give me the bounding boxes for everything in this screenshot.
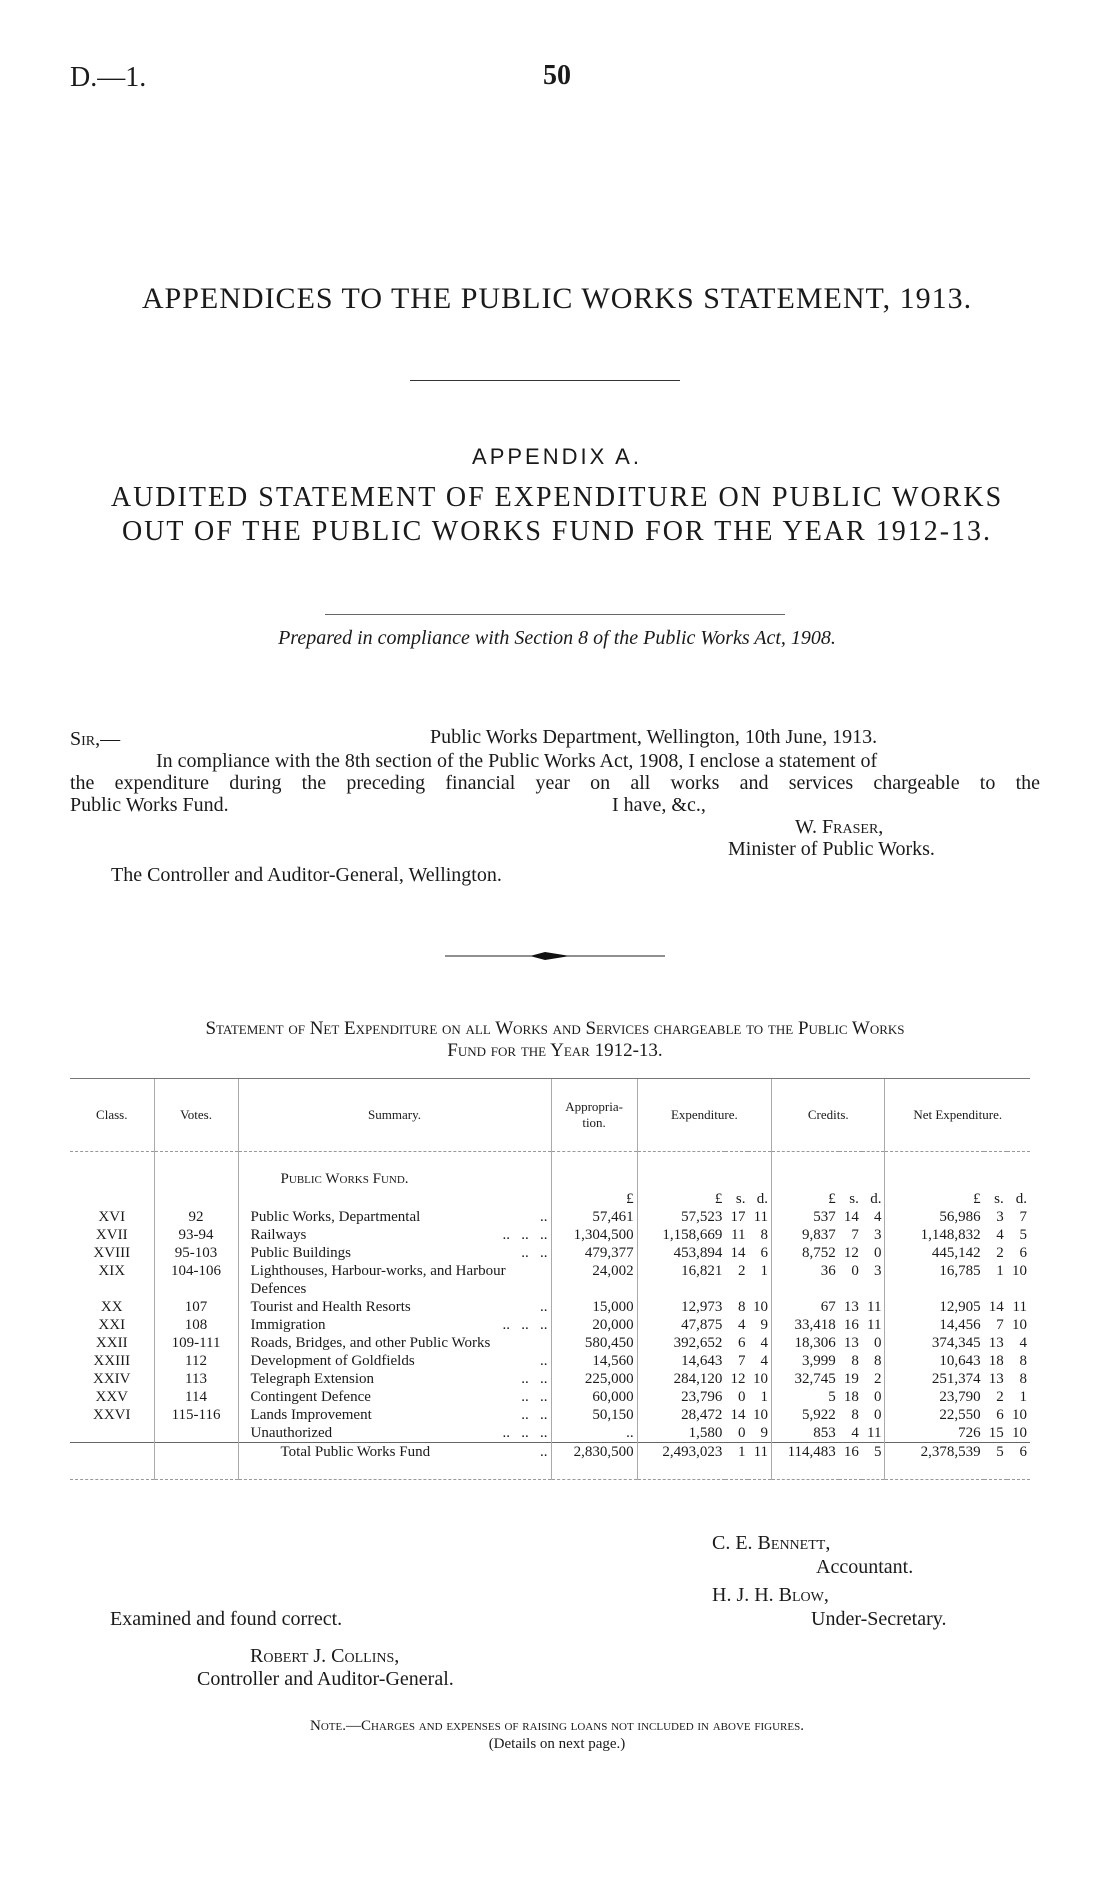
prepared-note: Prepared in compliance with Section 8 of the Public Works Act, 1908. xyxy=(278,627,836,649)
votes-cell: 114 xyxy=(154,1388,238,1406)
leader-dots: .. .. .. xyxy=(502,1227,548,1243)
net-pounds: 16,785 xyxy=(885,1262,984,1298)
controller-name: Robert J. Collins, xyxy=(250,1645,400,1667)
summary-text: Lands Improvement xyxy=(250,1407,372,1423)
net-shillings: 13 xyxy=(988,1371,1004,1387)
table-end-row xyxy=(70,1461,1030,1480)
summary-cell xyxy=(238,1352,551,1370)
letter-body-line2: the expenditure during the preceding financial year on all works and services chargeable to the xyxy=(70,772,1040,794)
net-shillings: 6 xyxy=(996,1407,1004,1423)
credits-pence: 11 xyxy=(867,1299,882,1315)
net-pounds: 1,148,832 xyxy=(885,1226,984,1244)
expenditure-pence: 4 xyxy=(760,1335,769,1351)
total-exp-d: 11 xyxy=(748,1443,771,1462)
appropriation-cell: 14,560 xyxy=(551,1352,637,1370)
appropriation-cell: 580,450 xyxy=(551,1334,637,1352)
expenditure-pence: 6 xyxy=(760,1245,769,1261)
expenditure-shillings: 2 xyxy=(737,1263,746,1279)
credits-pence: 2 xyxy=(873,1371,882,1387)
expenditure-shillings: 11 xyxy=(731,1227,746,1243)
expenditure-pence: 10 xyxy=(753,1299,769,1315)
spacer-cell xyxy=(748,1461,771,1480)
unit-pence: d. xyxy=(1015,1191,1027,1207)
net-shillings: 2 xyxy=(996,1389,1004,1405)
leader-dots: .. .. xyxy=(521,1371,548,1387)
leader-dots: .. .. .. xyxy=(502,1425,548,1441)
header-credits: Credits. xyxy=(772,1079,885,1152)
leader-dots: .. xyxy=(540,1444,548,1460)
appropriation-cell: 50,150 xyxy=(551,1406,637,1424)
votes-cell: 93-94 xyxy=(154,1226,238,1244)
section-title-row xyxy=(70,1152,1030,1209)
summary-cell xyxy=(238,1208,551,1226)
appropriation-cell: 20,000 xyxy=(551,1316,637,1334)
class-cell: XXIV xyxy=(93,1371,131,1387)
credits-pounds: 9,837 xyxy=(772,1226,839,1244)
class-cell: XXI xyxy=(98,1317,126,1333)
appropriation-cell: .. xyxy=(551,1424,637,1443)
credits-pence: 0 xyxy=(873,1389,882,1405)
expenditure-shillings: 8 xyxy=(737,1299,746,1315)
credits-shillings: 13 xyxy=(843,1335,859,1351)
unit-pounds: £ xyxy=(637,1152,725,1209)
unit-shillings: s. xyxy=(735,1191,746,1207)
expenditure-shillings: 17 xyxy=(730,1209,746,1225)
net-pence: 10 xyxy=(1012,1425,1027,1441)
examined-text: Examined and found correct. xyxy=(110,1608,343,1630)
header-summary: Summary. xyxy=(238,1079,551,1152)
credits-pence: 3 xyxy=(873,1263,882,1279)
total-cr-s: 16 xyxy=(839,1443,862,1462)
total-net-l: 2,378,539 xyxy=(885,1443,984,1462)
summary-cell xyxy=(238,1388,551,1406)
expenditure-pounds: 47,875 xyxy=(637,1316,725,1334)
expenditure-pounds: 23,796 xyxy=(637,1388,725,1406)
net-pounds: 10,643 xyxy=(885,1352,984,1370)
net-pounds: 726 xyxy=(885,1424,984,1443)
unit-pounds: £ xyxy=(772,1152,839,1209)
votes-cell xyxy=(154,1424,238,1443)
net-shillings: 15 xyxy=(988,1425,1004,1441)
net-pounds: 22,550 xyxy=(885,1406,984,1424)
total-approp: 2,830,500 xyxy=(551,1443,637,1462)
expenditure-table xyxy=(70,1078,1030,1480)
header-net-expenditure: Net Expenditure. xyxy=(885,1079,1030,1152)
page-number: 50 xyxy=(543,60,571,91)
summary-cell xyxy=(238,1316,551,1334)
credits-pence: 4 xyxy=(873,1209,882,1225)
spacer-cell xyxy=(862,1461,885,1480)
credits-shillings: 8 xyxy=(851,1353,859,1369)
unit-pounds: £ xyxy=(551,1152,637,1209)
credits-pence: 0 xyxy=(873,1335,882,1351)
leader-dots: .. .. xyxy=(521,1245,548,1261)
summary-text: Railways xyxy=(250,1227,307,1243)
header-votes: Votes. xyxy=(154,1079,238,1152)
appropriation-cell: 15,000 xyxy=(551,1298,637,1316)
expenditure-pence: 9 xyxy=(760,1425,769,1441)
leader-dots: .. .. .. xyxy=(502,1317,548,1333)
appendix-heading-line1: AUDITED STATEMENT OF EXPENDITURE ON PUBLIC WORKS xyxy=(110,482,1004,513)
total-label-cell xyxy=(238,1443,551,1462)
expenditure-pence: 4 xyxy=(760,1353,769,1369)
expenditure-pounds: 284,120 xyxy=(637,1370,725,1388)
letter-signer: W. Fraser, xyxy=(795,816,884,838)
expenditure-pence: 8 xyxy=(760,1227,769,1243)
total-cr-l: 114,483 xyxy=(772,1443,839,1462)
summary-cell xyxy=(238,1406,551,1424)
footnote-line2: (Details on next page.) xyxy=(488,1736,626,1752)
spacer-cell xyxy=(885,1461,984,1480)
expenditure-pounds: 453,894 xyxy=(637,1244,725,1262)
total-label: Total Public Works Fund xyxy=(280,1444,431,1460)
undersecretary-name: H. J. H. Blow, xyxy=(712,1584,829,1606)
total-net-d: 6 xyxy=(1007,1443,1030,1462)
expenditure-pounds: 1,580 xyxy=(637,1424,725,1443)
credits-pounds: 36 xyxy=(772,1262,839,1298)
spacer-cell xyxy=(1007,1461,1030,1480)
summary-text: Roads, Bridges, and other Public Works xyxy=(250,1335,491,1351)
summary-cell xyxy=(238,1244,551,1262)
credits-shillings: 14 xyxy=(843,1209,859,1225)
expenditure-shillings: 6 xyxy=(737,1335,746,1351)
credits-shillings: 13 xyxy=(843,1299,859,1315)
votes-cell: 92 xyxy=(154,1208,238,1226)
unit-pounds: £ xyxy=(885,1152,984,1209)
expenditure-pence: 1 xyxy=(760,1263,769,1279)
total-cr-d: 5 xyxy=(862,1443,885,1462)
net-shillings: 7 xyxy=(996,1317,1004,1333)
table-row xyxy=(70,1334,1030,1352)
expenditure-shillings: 0 xyxy=(737,1425,746,1441)
votes-cell xyxy=(154,1443,238,1462)
credits-pounds: 32,745 xyxy=(772,1370,839,1388)
class-cell: XX xyxy=(100,1299,123,1315)
summary-text: Telegraph Extension xyxy=(250,1371,375,1387)
votes-cell: 107 xyxy=(154,1298,238,1316)
page-title: APPENDICES TO THE PUBLIC WORKS STATEMENT, 1913. xyxy=(141,282,973,315)
credits-shillings: 0 xyxy=(851,1263,859,1279)
net-pounds: 14,456 xyxy=(885,1316,984,1334)
net-pence: 1 xyxy=(1019,1389,1027,1405)
spacer-cell xyxy=(725,1461,748,1480)
table-row xyxy=(70,1244,1030,1262)
appropriation-cell: 60,000 xyxy=(551,1388,637,1406)
expenditure-shillings: 12 xyxy=(730,1371,746,1387)
credits-shillings: 12 xyxy=(843,1245,859,1261)
net-pence: 10 xyxy=(1012,1407,1027,1423)
letter-body-line1: In compliance with the 8th section of the Public Works Act, 1908, I enclose a statement of xyxy=(156,750,878,772)
votes-cell: 108 xyxy=(154,1316,238,1334)
net-shillings: 14 xyxy=(988,1299,1004,1315)
statement-heading-line2: Fund for the Year 1912-13. xyxy=(447,1040,663,1061)
credits-pounds: 33,418 xyxy=(772,1316,839,1334)
net-shillings: 18 xyxy=(988,1353,1004,1369)
credits-pounds: 5,922 xyxy=(772,1406,839,1424)
class-cell: XXIII xyxy=(93,1353,131,1369)
letter-place-date: Public Works Department, Wellington, 10th June, 1913. xyxy=(430,726,878,748)
net-pence: 8 xyxy=(1019,1371,1027,1387)
class-cell: XVIII xyxy=(93,1245,131,1261)
expenditure-pence: 1 xyxy=(760,1389,769,1405)
net-pence: 11 xyxy=(1012,1299,1027,1315)
header-appropriation: Appropria-tion. xyxy=(551,1079,637,1152)
expenditure-shillings: 4 xyxy=(737,1317,746,1333)
class-cell: XXV xyxy=(95,1389,128,1405)
net-pence: 4 xyxy=(1019,1335,1027,1351)
expenditure-shillings: 0 xyxy=(737,1389,746,1405)
votes-cell: 113 xyxy=(154,1370,238,1388)
summary-cell xyxy=(238,1226,551,1244)
credits-pence: 8 xyxy=(873,1353,882,1369)
class-cell: XXVI xyxy=(93,1407,131,1423)
document-reference: D.—1. xyxy=(70,62,147,93)
credits-shillings: 18 xyxy=(843,1389,859,1405)
expenditure-shillings: 14 xyxy=(730,1245,746,1261)
spacer-cell xyxy=(154,1461,238,1480)
summary-cell xyxy=(238,1424,551,1443)
spacer-cell xyxy=(984,1461,1007,1480)
summary-text: Lighthouses, Harbour-works, and Harbour Defences xyxy=(250,1263,506,1297)
summary-cell xyxy=(238,1298,551,1316)
table-row xyxy=(70,1370,1030,1388)
controller-title: Controller and Auditor-General. xyxy=(197,1668,454,1690)
credits-pounds: 67 xyxy=(772,1298,839,1316)
net-pence: 8 xyxy=(1019,1353,1027,1369)
spacer-cell xyxy=(839,1461,862,1480)
credits-shillings: 19 xyxy=(843,1371,859,1387)
net-pounds: 251,374 xyxy=(885,1370,984,1388)
accountant-name: C. E. Bennett, xyxy=(712,1532,831,1554)
footnote-line1: Note.—Charges and expenses of raising loans not included in above figures. xyxy=(310,1718,804,1734)
credits-shillings: 8 xyxy=(851,1407,859,1423)
leader-dots: .. xyxy=(540,1353,548,1369)
votes-cell: 115-116 xyxy=(154,1406,238,1424)
appropriation-cell: 225,000 xyxy=(551,1370,637,1388)
header-expenditure: Expenditure. xyxy=(637,1079,771,1152)
table-row xyxy=(70,1316,1030,1334)
net-shillings: 3 xyxy=(996,1209,1004,1225)
class-cell: XVII xyxy=(95,1227,128,1243)
net-pounds: 12,905 xyxy=(885,1298,984,1316)
credits-pounds: 3,999 xyxy=(772,1352,839,1370)
leader-dots: .. .. xyxy=(521,1407,548,1423)
letter-closing: I have, &c., xyxy=(612,794,706,816)
leader-dots: .. .. xyxy=(521,1389,548,1405)
spacer-cell xyxy=(238,1461,551,1480)
summary-text: Public Buildings xyxy=(250,1245,351,1261)
table-row xyxy=(70,1262,1030,1298)
expenditure-pence: 10 xyxy=(753,1407,769,1423)
table-header-row xyxy=(70,1079,1030,1152)
table-row xyxy=(70,1406,1030,1424)
leader-dots: .. xyxy=(540,1209,548,1225)
expenditure-pence: 10 xyxy=(753,1371,769,1387)
divider xyxy=(410,380,680,381)
statement-heading-line1: Statement of Net Expenditure on all Works and Services chargeable to the Public Works xyxy=(205,1018,905,1039)
net-shillings: 4 xyxy=(996,1227,1004,1243)
credits-pence: 11 xyxy=(867,1317,882,1333)
summary-cell xyxy=(238,1262,551,1298)
summary-text: Contingent Defence xyxy=(250,1389,371,1405)
table-row xyxy=(70,1352,1030,1370)
net-pence: 10 xyxy=(1012,1263,1027,1279)
net-pence: 6 xyxy=(1019,1245,1027,1261)
unit-pence: d. xyxy=(756,1191,769,1207)
ornament-divider xyxy=(445,950,665,962)
table-row xyxy=(70,1388,1030,1406)
credits-shillings: 7 xyxy=(851,1227,859,1243)
expenditure-pounds: 28,472 xyxy=(637,1406,725,1424)
votes-cell: 95-103 xyxy=(154,1244,238,1262)
net-pounds: 374,345 xyxy=(885,1334,984,1352)
spacer-cell xyxy=(637,1461,725,1480)
expenditure-pounds: 16,821 xyxy=(637,1262,725,1298)
unit-shillings: s. xyxy=(849,1191,859,1207)
net-pence: 5 xyxy=(1019,1227,1027,1243)
appropriation-cell: 1,304,500 xyxy=(551,1226,637,1244)
credits-pence: 0 xyxy=(873,1407,882,1423)
expenditure-pounds: 12,973 xyxy=(637,1298,725,1316)
total-exp-l: 2,493,023 xyxy=(637,1443,725,1462)
letter-salutation: Sir,— xyxy=(70,728,121,750)
credits-pence: 0 xyxy=(873,1245,882,1261)
credits-pounds: 537 xyxy=(772,1208,839,1226)
spacer-cell xyxy=(551,1461,637,1480)
net-shillings: 1 xyxy=(996,1263,1004,1279)
expenditure-pounds: 1,158,669 xyxy=(637,1226,725,1244)
credits-pence: 3 xyxy=(873,1227,882,1243)
net-pence: 7 xyxy=(1019,1209,1027,1225)
letter-signer-title: Minister of Public Works. xyxy=(728,838,935,860)
class-cell xyxy=(70,1443,154,1462)
header-class: Class. xyxy=(70,1079,154,1152)
expenditure-shillings: 14 xyxy=(730,1407,746,1423)
expenditure-shillings: 7 xyxy=(737,1353,746,1369)
appropriation-cell: 24,002 xyxy=(551,1262,637,1298)
class-cell xyxy=(70,1424,154,1443)
appendix-label: APPENDIX A. xyxy=(472,444,642,469)
summary-text: Tourist and Health Resorts xyxy=(250,1299,411,1315)
credits-shillings: 16 xyxy=(843,1317,859,1333)
net-shillings: 13 xyxy=(988,1335,1004,1351)
expenditure-pence: 9 xyxy=(760,1317,769,1333)
class-cell: XIX xyxy=(98,1263,126,1279)
appropriation-cell: 479,377 xyxy=(551,1244,637,1262)
summary-text: Unauthorized xyxy=(250,1425,333,1441)
total-row xyxy=(70,1443,1030,1462)
appendix-heading-line2: OUT OF THE PUBLIC WORKS FUND FOR THE YEAR 1912-13. xyxy=(121,516,993,547)
net-pounds: 23,790 xyxy=(885,1388,984,1406)
unit-pence: d. xyxy=(870,1191,882,1207)
summary-text: Development of Goldfields xyxy=(250,1353,415,1369)
table-row xyxy=(70,1208,1030,1226)
letter-addressee: The Controller and Auditor-General, Wellington. xyxy=(111,864,502,886)
total-net-s: 5 xyxy=(984,1443,1007,1462)
votes-cell: 112 xyxy=(154,1352,238,1370)
credits-shillings: 4 xyxy=(851,1425,859,1441)
table-row xyxy=(70,1298,1030,1316)
net-shillings: 2 xyxy=(996,1245,1004,1261)
letter-body-line3: Public Works Fund. xyxy=(70,794,229,816)
summary-cell xyxy=(238,1334,551,1352)
expenditure-pounds: 14,643 xyxy=(637,1352,725,1370)
leader-dots: .. xyxy=(540,1299,548,1315)
unit-shillings: s. xyxy=(994,1191,1004,1207)
class-cell: XVI xyxy=(98,1209,126,1225)
table-row xyxy=(70,1226,1030,1244)
credits-pounds: 5 xyxy=(772,1388,839,1406)
summary-cell xyxy=(238,1370,551,1388)
net-pence: 10 xyxy=(1012,1317,1027,1333)
expenditure-pounds: 57,523 xyxy=(637,1208,725,1226)
summary-text: Immigration xyxy=(250,1317,326,1333)
credits-pence: 11 xyxy=(867,1425,882,1441)
accountant-title: Accountant. xyxy=(816,1556,914,1578)
divider xyxy=(325,614,785,615)
section-title: Public Works Fund. xyxy=(238,1152,551,1209)
class-cell: XXII xyxy=(95,1335,128,1351)
net-pounds: 56,986 xyxy=(885,1208,984,1226)
expenditure-pence: 11 xyxy=(753,1209,769,1225)
net-pounds: 445,142 xyxy=(885,1244,984,1262)
table-row xyxy=(70,1424,1030,1443)
credits-pounds: 8,752 xyxy=(772,1244,839,1262)
spacer-cell xyxy=(70,1461,154,1480)
expenditure-pounds: 392,652 xyxy=(637,1334,725,1352)
votes-cell: 104-106 xyxy=(154,1262,238,1298)
spacer-cell xyxy=(772,1461,839,1480)
total-exp-s: 1 xyxy=(725,1443,748,1462)
appropriation-cell: 57,461 xyxy=(551,1208,637,1226)
undersecretary-title: Under-Secretary. xyxy=(811,1608,947,1630)
credits-pounds: 853 xyxy=(772,1424,839,1443)
votes-cell: 109-111 xyxy=(154,1334,238,1352)
summary-text: Public Works, Departmental xyxy=(250,1209,421,1225)
credits-pounds: 18,306 xyxy=(772,1334,839,1352)
